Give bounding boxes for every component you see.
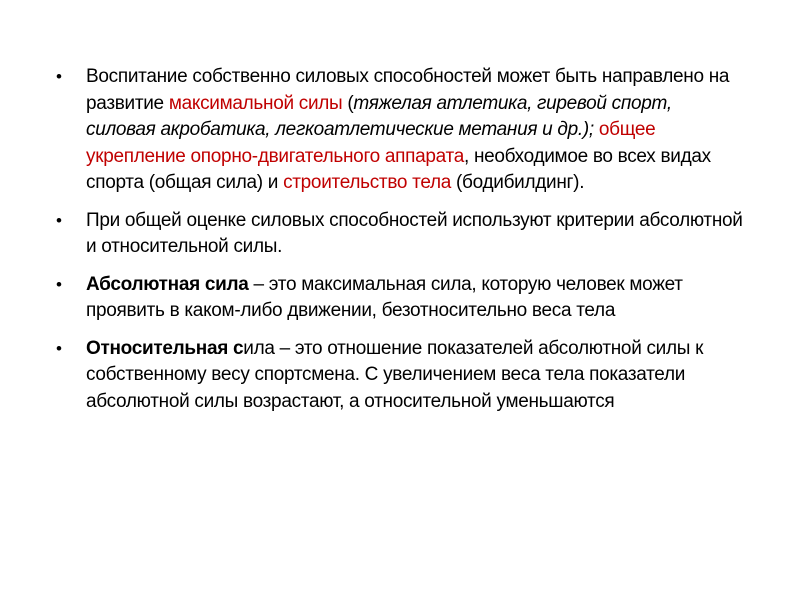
bullet-dot-icon: • [56,338,62,358]
text-segment: При общей оценке силовых способностей используют критерии абсолютной и относительной силы. [86,209,743,257]
bullet-item-3 [56,272,746,325]
highlighted-term: максимальной силы [168,92,343,114]
text-segment: ( [342,92,354,114]
bullet-item-4 [56,336,746,416]
bullet-dot-icon: • [56,274,62,294]
italic-examples: тяжелая атлетика, гиревой спорт, силовая акробатика, легкоатлетические метания и др.); [86,92,672,140]
highlighted-term: строительство тела [283,172,452,193]
term-relative-strength: Относительная с [86,337,244,359]
text-segment: – это максимальная сила, которую человек может проявить в каком-либо движении, безотносительно веса тела [86,273,683,321]
text-segment: , необходимое во всех видах спорта (общая сила) и [86,145,711,193]
highlighted-term: общее укрепление опорно-двигательного аппарата [86,119,656,167]
text-segment: ила – это отношение показателей абсолютной силы к собственному весу спортсмена. С увеличением веса тела показатели абсолютной силы возрастают, а относительной уменьшаются [86,337,704,412]
bullet-dot-icon: • [56,210,62,230]
term-absolute-strength: Абсолютная сила [86,273,249,295]
bullet-dot-icon: • [56,67,62,86]
text-segment: Воспитание собственно силовых способностей может быть направлено на развитие [86,66,730,114]
text-segment: (бодибилдинг). [451,172,585,193]
bullet-item-2 [56,208,746,261]
bullet-list [56,64,746,426]
bullet-item-1 [56,64,746,197]
